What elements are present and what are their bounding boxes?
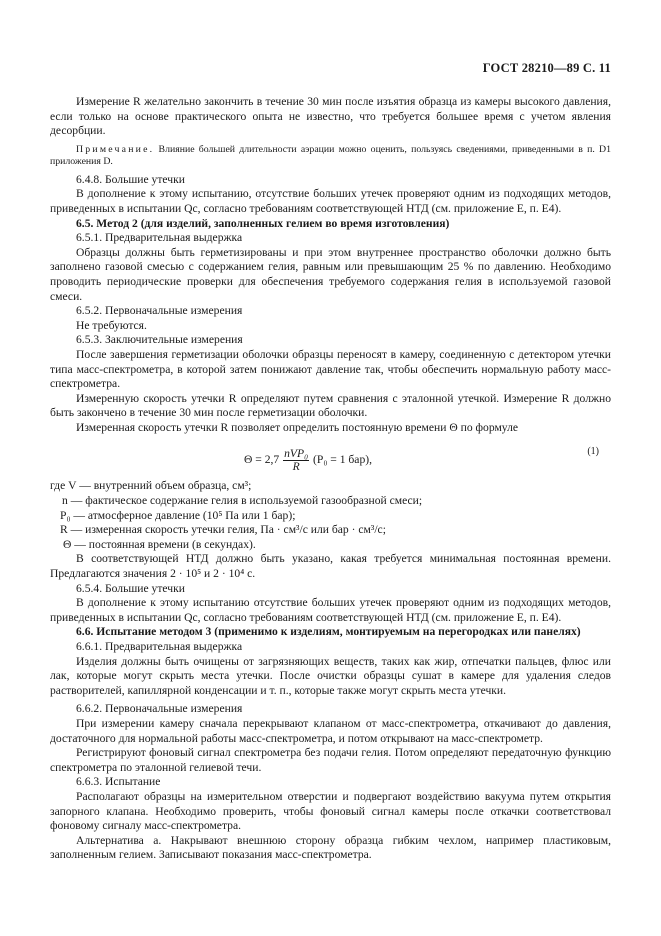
section-heading-6-6-2: 6.6.2. Первоначальные измерения bbox=[76, 702, 243, 716]
formula-lhs: Θ = 2,7 bbox=[244, 453, 280, 467]
paragraph-6-5-3-min-constant: В соответствующей НТД должно быть указано, какая требуется минимальная постоянная времени. Предлагаются значения 2 · 10⁵ и 2 · 10⁴ с. bbox=[50, 552, 611, 581]
page-header: ГОСТ 28210—89 С. 11 bbox=[482, 61, 611, 75]
note bbox=[50, 144, 611, 169]
formula-denominator: R bbox=[292, 460, 300, 474]
section-heading-6-4-8: 6.4.8. Большие утечки bbox=[76, 172, 185, 186]
definition-v: где V — внутренний объем образца, см³; bbox=[50, 479, 252, 493]
paragraph-6-6-1: Изделия должны быть очищены от загрязняющих веществ, таких как жир, отпечатки пальцев, флюс или лак, которые могут скрыть места утечки. После очистки образцы сушат в камере для удаления следов растворителей, капиллярной конденсации и т. п., которые также могут скрыть места утечки. bbox=[50, 654, 611, 697]
formula-numerator: nVP₀ bbox=[284, 447, 309, 461]
note-label: Примечание. bbox=[76, 143, 155, 155]
paragraph-6-6-3-samples: Располагают образцы на измерительном отверстии и подвергают воздействию вакуума путем открытия запорного клапана. Необходимо проверить, чтобы фоновый сигнал камеры после откачки соответствовал фоновому сигналу масс-спектрометра. bbox=[50, 789, 611, 833]
document-body bbox=[50, 95, 611, 863]
section-heading-6-6-3: 6.6.3. Испытание bbox=[76, 775, 161, 789]
paragraph-6-5-4: В дополнение к этому испытанию отсутствие больших утечек проверяют одним из подходящих методов, приведенных в испытании Qc, согласно требованиям соответствующей НТД (см. приложение Е, п. Е4). bbox=[50, 596, 611, 624]
section-heading-6-6-1: 6.6.1. Предварительная выдержка bbox=[76, 640, 243, 653]
paragraph-6-4-8: В дополнение к этому испытанию, отсутствие больших утечек проверяют одним из подходящих методов, приведенных в испытании Qc, согласно требованиям соответствующей НТД (см. приложение Е, п. Е4). bbox=[50, 187, 611, 215]
formula-time-constant bbox=[50, 441, 611, 475]
paragraph-6-5-2: Не требуются. bbox=[76, 318, 147, 332]
definition-n: n — фактическое содержание гелия в используемой газообразной смеси; bbox=[62, 494, 423, 508]
paragraph-6-5-3-transfer: После завершения герметизации оболочки образцы переносят в камеру, соединенную с детектором утечки типа масс-спектрометра, в которой затем понижают давление так, чтобы обеспечить нормальную работу масс-спектрометра. bbox=[50, 347, 611, 391]
paragraph-6-6-2-background: Регистрируют фоновый сигнал спектрометра без подачи гелия. Потом определяют передаточную функцию спектрометра по эталонной гелиевой течи. bbox=[50, 746, 611, 774]
definition-theta: Θ — постоянная времени (в секундах). bbox=[63, 537, 256, 551]
paragraph-6-5-3-formula-intro: Измеренная скорость утечки R позволяет определить постоянную времени Θ по формуле bbox=[76, 420, 518, 434]
formula-definitions bbox=[50, 479, 611, 552]
paragraph-6-5-3-leak-rate: Измеренную скорость утечки R определяют путем сравнения с эталонной утечкой. Измерение R должно быть закончено в течение 30 мин после герметизации оболочки. bbox=[50, 391, 611, 420]
section-heading-6-5: 6.5. Метод 2 (для изделий, заполненных гелием во время изготовления) bbox=[76, 216, 450, 230]
definition-r: R — измеренная скорость утечки гелия, Па · см³/с или бар · см³/с; bbox=[60, 523, 386, 537]
definition-intro: где bbox=[50, 479, 66, 493]
section-heading-6-5-2: 6.5.2. Первоначальные измерения bbox=[76, 304, 243, 318]
section-heading-6-5-4: 6.5.4. Большие утечки bbox=[76, 581, 185, 595]
section-heading-6-5-1: 6.5.1. Предварительная выдержка bbox=[76, 231, 243, 245]
paragraph-6-6-2-chamber: При измерении камеру сначала перекрывают клапаном от масс-спектрометра, откачивают до давления, достаточного для нормальной работы масс-спектрометра, и потом открывают на масс-спектрометр. bbox=[50, 716, 611, 745]
section-heading-6-5-3: 6.5.3. Заключительные измерения bbox=[76, 333, 243, 347]
formula-fraction bbox=[283, 448, 309, 473]
definition-p0: P₀ — атмосферное давление (10⁵ Па или 1 бар); bbox=[60, 508, 296, 522]
paragraph-6-5-1: Образцы должны быть герметизированы и при этом внутреннее пространство оболочки должно быть заполнено газовой смесью с содержанием гелия, равным или превышающим 25 % по давлению. Необходимо проводить периодические проверки для обеспечения требуемого содержания гелия в используемой газовой смеси. bbox=[50, 245, 611, 303]
paragraph-measurement-r: Измерение R желательно закончить в течение 30 мин после изъятия образца из камеры высокого давления, если только на основе практического опыта не известно, что требуется большее время с учетом явления десорбции. bbox=[50, 95, 611, 138]
paragraph-6-6-3-alternative-a: Альтернатива а. Накрывают внешнюю сторону образца гибким чехлом, например пластиковым, заполненным гелием. Записывают показания масс-спектрометра. bbox=[50, 833, 611, 862]
note-text: Влияние большей длительности аэрации можно оценить, пользуясь сведениями, приведенными в п. D1 приложения D. bbox=[50, 143, 611, 168]
section-heading-6-6: 6.6. Испытание методом 3 (применимо к изделиям, монтируемым на перегородках или панелях) bbox=[76, 625, 581, 639]
formula-condition: (P₀ = 1 бар), bbox=[313, 453, 372, 467]
formula-number: (1) bbox=[587, 446, 599, 458]
